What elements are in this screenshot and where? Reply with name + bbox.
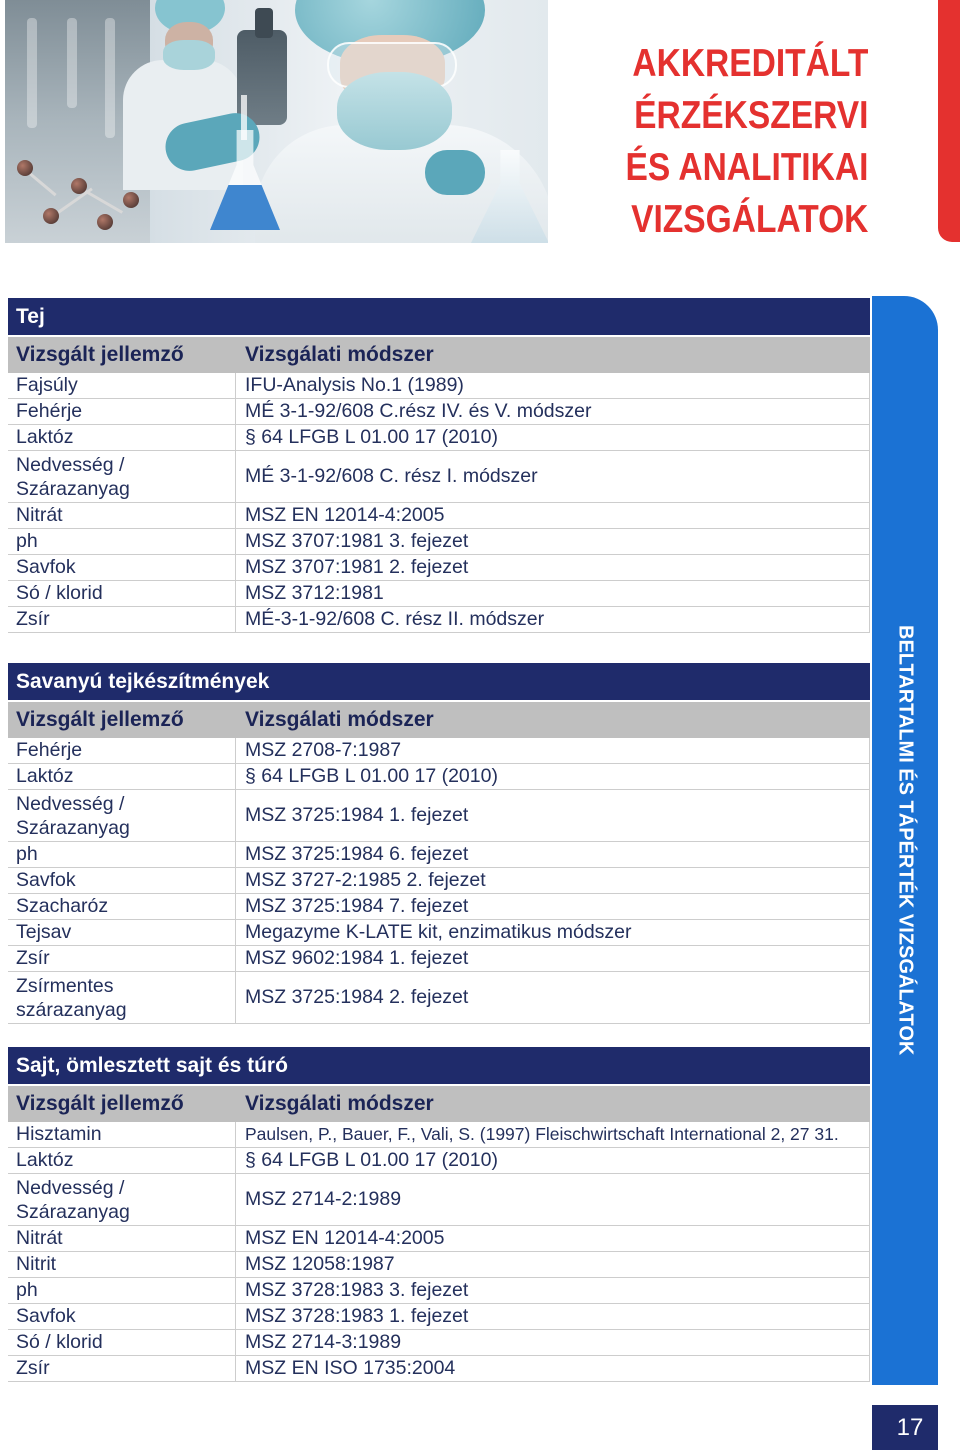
tested-property: Nitrát [8,503,236,528]
page-title-line: VIZSGÁLATOK [630,198,868,241]
tested-property: Zsír [8,607,236,632]
column-header-property: Vizsgált jellemző [16,708,184,731]
table-title: Savanyú tejkészítmények [8,663,870,700]
tested-property: Zsír [8,1356,236,1381]
tested-property: ph [8,529,236,554]
table-row [8,1174,870,1226]
test-method: § 64 LFGB L 01.00 17 (2010) [236,764,870,789]
photo-scientist-mask [337,72,452,150]
molecule-model-ball [17,160,33,176]
test-method: MSZ 3725:1984 2. fejezet [236,972,870,1023]
table-row [8,868,870,894]
test-method: MSZ 3725:1984 1. fejezet [236,790,870,841]
column-header-method: Vizsgálati módszer [245,708,434,731]
table-column-headers [8,337,870,373]
table-row [8,529,870,555]
page-title-line: ÉRZÉKSZERVI [633,94,868,137]
table-row [8,790,870,842]
test-method: § 64 LFGB L 01.00 17 (2010) [236,1148,870,1173]
table-row [8,1122,870,1148]
table-row [8,581,870,607]
test-method [236,1122,870,1147]
tested-property [8,451,236,502]
molecule-model-ball [123,192,139,208]
tested-property-line: Szárazanyag [16,816,130,839]
tested-property: Tejsav [8,920,236,945]
test-method: MSZ 2714-3:1989 [236,1330,870,1355]
table-row [8,764,870,790]
test-method: MÉ 3-1-92/608 C.rész IV. és V. módszer [236,399,870,424]
column-header-method: Vizsgálati módszer [245,1092,434,1115]
column-header-method: Vizsgálati módszer [245,343,434,366]
tested-property-line: Nedvesség / [16,792,125,815]
table-savanyu-tejkeszitmenyek [8,663,870,1024]
tested-property: Fajsúly [8,373,236,398]
test-method: MSZ EN ISO 1735:2004 [236,1356,870,1381]
test-method-citation: Paulsen, P., Bauer, F., Vali, S. (1997) Fleischwirtschaft International 2, 27 31. [245,1124,839,1144]
table-row [8,1252,870,1278]
table-row [8,373,870,399]
table-tej [8,298,870,633]
tested-property: ph [8,842,236,867]
table-row [8,1356,870,1382]
tested-property-line: Zsírmentes [16,974,114,997]
tested-property: Hisztamin [8,1122,236,1147]
tested-property: Só / klorid [8,581,236,606]
table-row [8,1278,870,1304]
test-method: MSZ EN 12014-4:2005 [236,503,870,528]
test-method: MSZ 3707:1981 3. fejezet [236,529,870,554]
table-row [8,1330,870,1356]
table-row [8,1226,870,1252]
table-row [8,972,870,1024]
table-row [8,399,870,425]
table-row [8,738,870,764]
corner-accent-tab [938,0,960,242]
column-header-property: Vizsgált jellemző [16,1092,184,1115]
test-method: IFU-Analysis No.1 (1989) [236,373,870,398]
test-method: MSZ 2714-2:1989 [236,1174,870,1225]
test-method: MSZ 3707:1981 2. fejezet [236,555,870,580]
tested-property-line: szárazanyag [16,998,127,1021]
test-method: MSZ EN 12014-4:2005 [236,1226,870,1251]
tested-property-line: Nedvesség / [16,1176,125,1199]
page-title [586,38,868,246]
table-row [8,920,870,946]
test-method: MSZ 3728:1983 1. fejezet [236,1304,870,1329]
tested-property [8,790,236,841]
test-method: MSZ 3725:1984 7. fejezet [236,894,870,919]
tested-property: Nitrit [8,1252,236,1277]
tested-property: Fehérje [8,399,236,424]
section-side-tab [872,296,938,1385]
photo-glove-right [425,150,485,195]
molecule-model-ball [43,208,59,224]
photo-glass-tube [105,18,115,138]
tested-property-line: Nedvesség / [16,453,125,476]
table-row [8,842,870,868]
table-title: Sajt, ömlesztett sajt és túró [8,1047,870,1084]
table-row [8,451,870,503]
section-side-tab-label: BELTARTALMI ÉS TÁPÉRTÉK VIZSGÁLATOK [894,625,917,1056]
molecule-model-ball [97,214,113,230]
test-method: MSZ 9602:1984 1. fejezet [236,946,870,971]
tested-property-line: Szárazanyag [16,1200,130,1223]
test-method: MSZ 2708-7:1987 [236,738,870,763]
tested-property [8,1174,236,1225]
tested-property: Savfok [8,868,236,893]
tested-property [8,972,236,1023]
tested-property: Laktóz [8,1148,236,1173]
table-row [8,946,870,972]
test-method: MSZ 12058:1987 [236,1252,870,1277]
table-row [8,1304,870,1330]
tested-property: Laktóz [8,764,236,789]
photo-glass-tube [27,18,37,128]
photo-microscope-eyepiece [255,8,273,38]
column-header-property: Vizsgált jellemző [16,343,184,366]
table-column-headers [8,1086,870,1122]
tested-property: ph [8,1278,236,1303]
tested-property: Savfok [8,555,236,580]
table-row [8,607,870,633]
test-method: § 64 LFGB L 01.00 17 (2010) [236,425,870,450]
table-row [8,503,870,529]
test-method: MSZ 3728:1983 3. fejezet [236,1278,870,1303]
table-row [8,555,870,581]
lab-photo [5,0,548,243]
page-title-line: AKKREDITÁLT [631,42,868,85]
molecule-model-ball [71,178,87,194]
test-method: MSZ 3727-2:1985 2. fejezet [236,868,870,893]
table-title: Tej [8,298,870,335]
tested-property: Só / klorid [8,1330,236,1355]
table-row [8,894,870,920]
photo-background-scientist-mask [163,40,215,70]
tested-property: Laktóz [8,425,236,450]
table-column-headers [8,702,870,738]
test-method: MSZ 3712:1981 [236,581,870,606]
test-method: Megazyme K-LATE kit, enzimatikus módszer [236,920,870,945]
tested-property: Savfok [8,1304,236,1329]
page-title-line: ÉS ANALITIKAI [625,146,868,189]
table-row [8,425,870,451]
tested-property-line: Szárazanyag [16,477,130,500]
tested-property: Szacharóz [8,894,236,919]
test-method: MSZ 3725:1984 6. fejezet [236,842,870,867]
table-row [8,1148,870,1174]
page-number: 17 [872,1405,938,1450]
photo-glass-tube [67,18,77,108]
test-method: MÉ-3-1-92/608 C. rész II. módszer [236,607,870,632]
test-method: MÉ 3-1-92/608 C. rész I. módszer [236,451,870,502]
tested-property: Nitrát [8,1226,236,1251]
tested-property: Fehérje [8,738,236,763]
table-sajt-omlesztett-sajt-es-turo [8,1047,870,1382]
tested-property: Zsír [8,946,236,971]
